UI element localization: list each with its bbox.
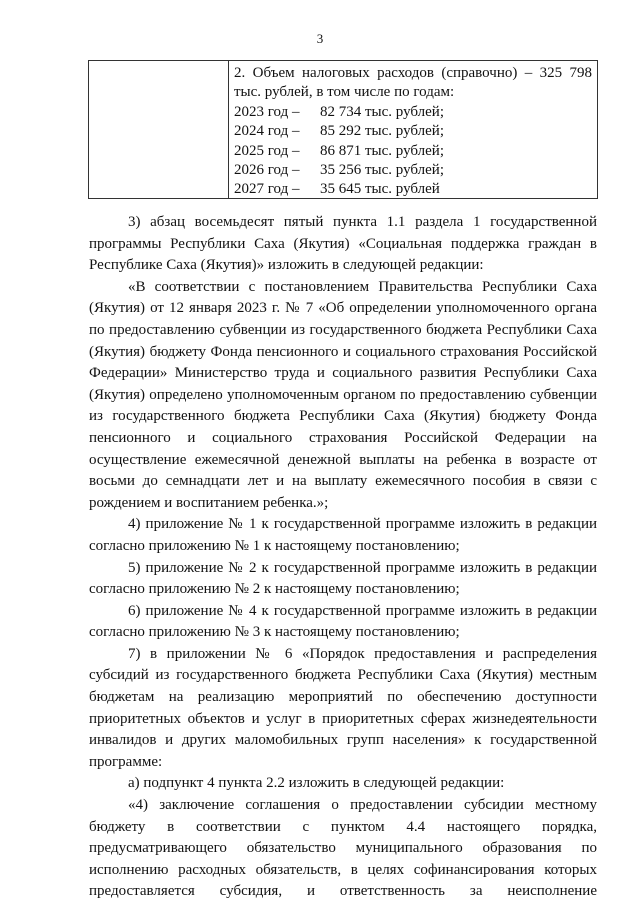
year-amount: 35 645 тыс. рублей [320,181,440,198]
subparagraph-a: а) подпункт 4 пункта 2.2 изложить в следующей редакции: [128,775,505,792]
paragraph-item-6: 6) приложение № 4 к государственной программе изложить в редакции согласно приложению № 3 к настоящему постановлению; [89,602,597,641]
table-empty-cell [89,61,229,198]
paragraph-item-3: 3) абзац восемьдесят пятый пункта 1.1 раздела 1 государственной программы Республики Саха (Якутия) «Социальная поддержка граждан в Республике Саха (Якутия)» изложить в следующей редакции: [89,214,597,274]
document-body [89,212,597,903]
table-row [234,122,592,141]
paragraph-item-4: 4) приложение № 1 к государственной программе изложить в редакции согласно приложению № 1 к настоящему постановлению; [89,516,597,554]
year-amount: 82 734 тыс. рублей; [320,103,444,120]
quoted-subparagraph-4: «4) заключение соглашения о предоставлении субсидии местному бюджету в соответствии с пунктом 4.4 настоящего порядка, предусматривающего обязательство муниципального образования по исполнению расходных обязательств, в целях софинансирования которых предоставляется субсидия, и ответственность за неисполнение [89,797,597,900]
tax-expenditure-heading: 2. Объем налоговых расходов (справочно) – 325 798 тыс. рублей, в том числе по годам: [234,65,592,101]
quoted-paragraph: «В соответствии с постановлением Правительства Республики Саха (Якутия) от 12 января 2023 г. № 7 «Об определении уполномоченного органа по предоставлению субвенции из государственного бюджета Республики Саха (Якутия) бюджету Фонда пенсионного и социального страхования Российской Федерации» Министерство труда и социального развития Республики Саха (Якутия) определено уполномоченным органом по предоставлению субвенции из государственного бюджета Республики Саха (Якутия) бюджету Фонда пенсионного и социального страхования Российской Федерации на осуществление ежемесячной денежной выплаты на ребенка в возрасте от восьми до семнадцати лет и на выплату ежемесячного пособия в связи с рождением и воспитанием ребенка.»; [89,278,597,511]
paragraph-item-5: 5) приложение № 2 к государственной программе изложить в редакции согласно приложению № 2 к настоящему постановлению; [89,559,597,598]
table-value-cell [229,61,597,198]
table-row [234,161,592,180]
year-label: 2023 год – [234,103,300,120]
paragraph-item-7: 7) в приложении № 6 «Порядок предоставления и распределения субсидий из государственного бюджета Республики Саха (Якутия) местным бюджетам на реализацию мероприятий по обеспечению доступности приоритетных объектов и услуг в приоритетных сферах жизнедеятельности инвалидов и других маломобильных групп населения» к государственной программе: [89,645,597,770]
table-row [234,180,592,199]
year-label: 2026 год – [234,162,300,179]
tax-expenditure-table [88,60,598,199]
table-row [234,103,592,122]
year-amount: 35 256 тыс. рублей; [320,162,444,179]
year-label: 2024 год – [234,123,300,140]
page-number: 3 [316,31,324,46]
table-row [234,142,592,161]
year-amount: 85 292 тыс. рублей; [320,123,444,140]
year-amount: 86 871 тыс. рублей; [320,142,444,159]
year-label: 2025 год – [234,142,300,159]
year-label: 2027 год – [234,181,300,198]
